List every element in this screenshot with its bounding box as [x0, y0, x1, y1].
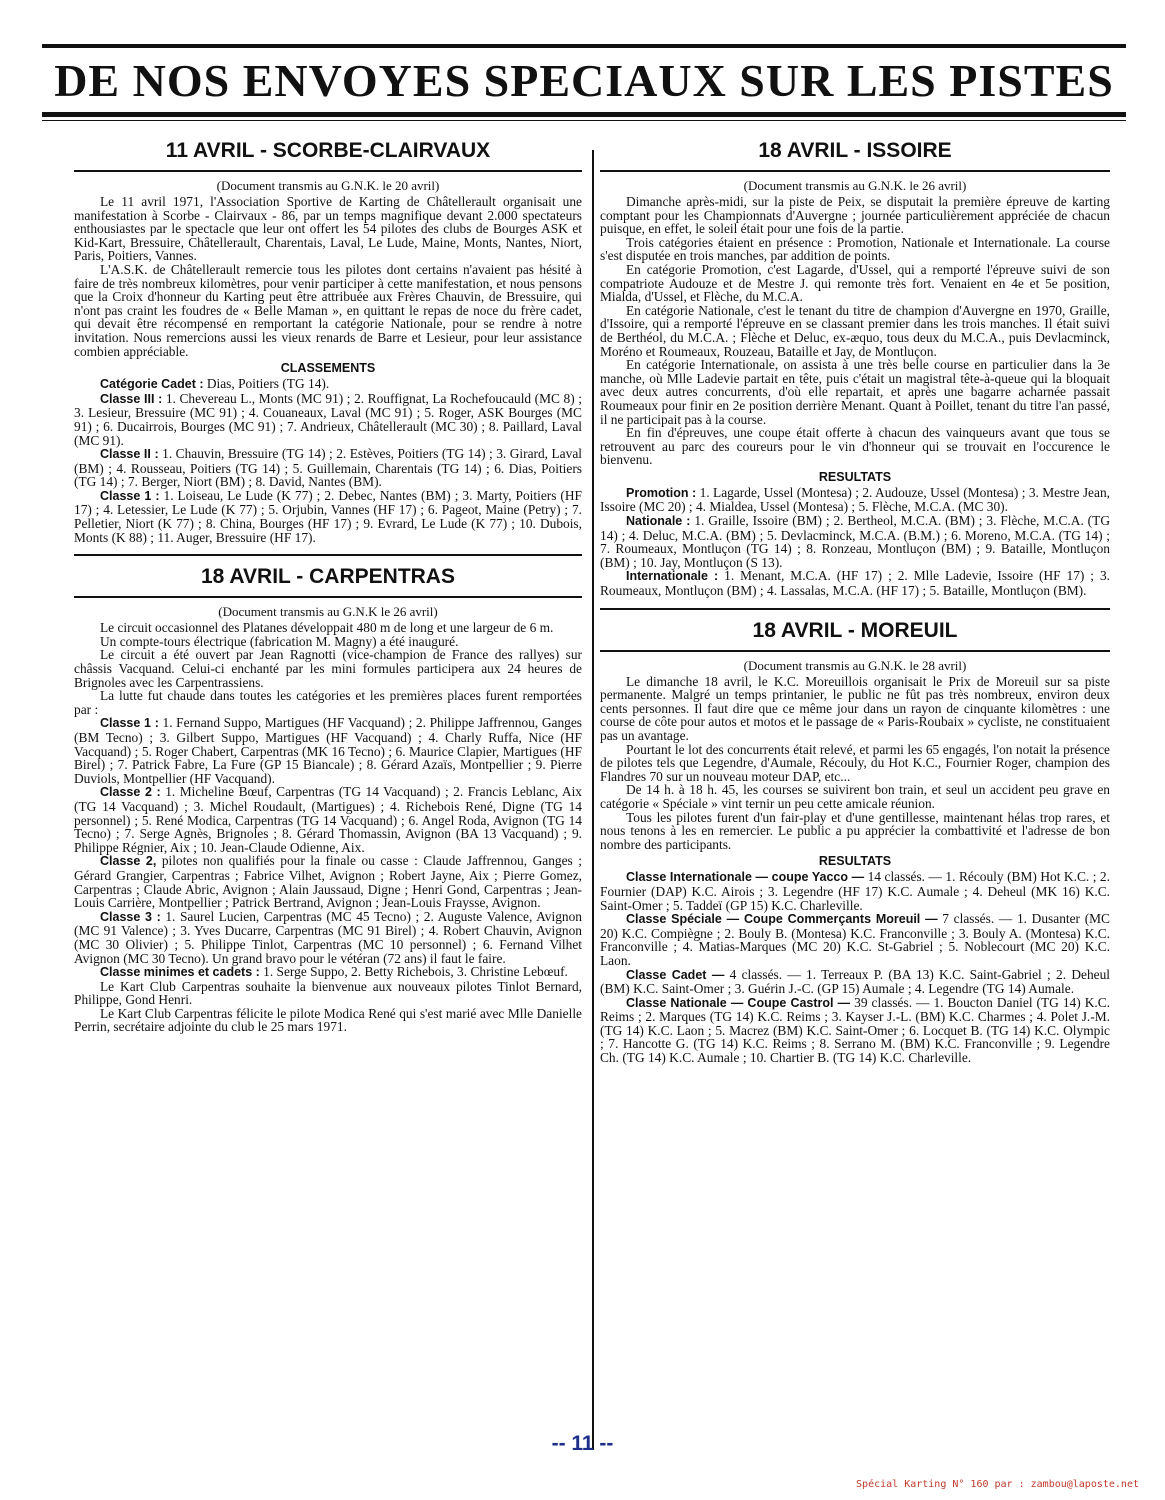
paragraph: Un compte-tours électrique (fabrication M. Magny) a été inauguré.	[100, 633, 459, 649]
article-moreuil	[600, 616, 1110, 1065]
result-text: 1. Lagarde, Ussel (Montesa) ; 2. Audouze, Ussel (Montesa) ; 3. Mestre Jean, Issoire (MC 20) ; 4. Mialdea, Ussel (Montesa) ; 5. Flèche, M.C.A. (MC 30).	[600, 484, 1110, 515]
result-classe-speciale	[600, 912, 1110, 967]
result-label: Classe 2,	[100, 854, 157, 869]
paragraph: En catégorie Internationale, on assista à une très belle course en particulier dans la 3e manche, où Mlle Ladevie partait en tête, puis c'était un magistral tête-à-queue qui la bloquait avec deux autres concurrents, d'où elle repartait, et après une bagarre acharnée passait Roumeaux pour finir en 2e position derrière Menant. Quant à Poillet, tenant du titre l'an passé, il ne participait pas à la course.	[600, 357, 1110, 427]
section-rule	[74, 596, 582, 598]
result-classe-internationale	[600, 870, 1110, 912]
paragraph: En catégorie Promotion, c'est Lagarde, d'Ussel, qui a remporté l'épreuve suivi de son compatriote Audouze et de Mestre J. qui remonte très fort. Venaient en 4e et 5e position, Mialda, d'Ussel, et Flèche, du M.C.A.	[600, 261, 1110, 305]
result-text: 1. Serge Suppo, 2. Betty Richebois, 3. Christine Lebœuf.	[259, 964, 568, 980]
document-note: (Document transmis au G.N.K. le 28 avril)	[743, 657, 967, 673]
result-text: 7 classés. — 1. Dusanter (MC 20) K.C. Compiègne ; 2. Bouly B. (Montesa) K.C. Franconville ; 3. Bouly A. (Montesa) K.C. Franconville ; 4. Matias-Marques (MC 20) K.C. St-Gabriel ; 5. Noblecourt (MC 20) K.C. Laon.	[600, 911, 1110, 968]
paragraph: En fin d'épreuves, une coupe était offerte à chacun des vainqueurs avant que tous se retrouvent au parc des coureurs pour le vin d'honneur qui se trouvait en l'occurence le bienvenu.	[600, 425, 1110, 468]
result-text: 39 classés. — 1. Boucton Daniel (TG 14) K.C. Reims ; 2. Marques (TG 14) K.C. Reims ; 3. Kayser J.-L. (BM) K.C. Charmes ; 4. Polet J.-M. (TG 14) K.C. Laon ; 5. Macrez (BM) K.C. Saint-Omer ; 6. Locquet B. (TG 14) K.C. Olympic ; 7. Hancotte G. (TG 14) K.C. Reims ; 8. Serrano M. (BM) K.C. Franconville ; 9. Legendre Ch. (TG 14) K.C. Aumale ; 10. Chartier B. (TG 14) K.C. Charleville.	[600, 994, 1110, 1066]
result-classe-3	[74, 910, 582, 965]
section-title: 18 AVRIL - MOREUIL	[752, 618, 958, 642]
left-column	[74, 136, 582, 1034]
paragraph: La lutte fut chaude dans toutes les catégories et les premières places furent remportées par :	[74, 688, 582, 717]
article-scorbe-clairvaux	[74, 136, 582, 544]
paragraph: Tous les pilotes furent d'un fair-play et d'une gentillesse, maintenant hélas trop rares, et nous tenons à les en remercier. Le public a pu apprécier la combattivité et l'adresse de bon nombre des participants.	[600, 809, 1110, 852]
result-label: Classe Cadet —	[626, 967, 725, 982]
title-underline	[42, 112, 1126, 117]
paragraph: De 14 h. à 18 h. 45, les courses se suivirent bon train, et seul un accident peu grave en catégorie « Spéciale » vint ternir un peu cette amicale réunion.	[600, 782, 1110, 811]
result-label: Catégorie Cadet :	[100, 377, 204, 392]
result-label: Classe 3 :	[100, 909, 161, 924]
result-text: 1. Micheline Bœuf, Carpentras (TG 14 Vacquand) ; 2. Francis Leblanc, Aix (TG 14 Vacquand) ; 3. Michel Roudault, (Martigues) ; 4. Richebois René, Digne (TG 14 personnel) ; 5. René Modica, Carpentras (TG 14 Vacquand) ; 6. Angel Roda, Avignon (TG 14 Tecno) ; 7. Serge Agnès, Brignoles ; 8. Gérard Thomassin, Avignon (BA 13 Vacquand) ; 9. Philippe Régnier, Aix ; 10. Jean-Claude Odienne, Aix.	[74, 784, 582, 855]
result-minimes-cadets	[74, 965, 582, 980]
result-text: 14 classés. — 1. Récouly (BM) Hot K.C. ; 2. Fournier (DAP) K.C. Airois ; 3. Legendre (HF 17) K.C. Aumale ; 4. Deheul (MK 16) K.C. Saint-Omer ; 5. Taddeï (GP 15) K.C. Charleville.	[600, 869, 1110, 913]
result-label: Classe 2 :	[100, 785, 161, 800]
spacer	[600, 598, 1110, 604]
result-text: 1. Menant, M.C.A. (HF 17) ; 2. Mlle Ladevie, Issoire (HF 17) ; 3. Roumeaux, Montluçon (BM) ; 4. Lassalas, M.C.A. (HF 17) ; 5. Bataille, Montluçon (BM).	[600, 568, 1110, 599]
column-divider	[592, 150, 594, 1450]
result-text: 1. Saurel Lucien, Carpentras (MC 45 Tecno) ; 2. Auguste Valence, Avignon (MC 91 Valence) ; 3. Yves Ducarre, Carpentras (MC 91 Birel) ; 4. Robert Chauvin, Avignon (MC 30 Olivier) ; 5. Philippe Tinlot, Carpentras (MC 10 personnel) ; 6. Fernand Vilhet Avignon (MC 30 Tecno). Un grand bravo pour le vétéran (72 ans) il faut le faire.	[74, 908, 582, 966]
subheading-classements: CLASSEMENTS	[280, 361, 376, 376]
result-label: Classe II :	[100, 447, 159, 462]
paragraph: Le 11 avril 1971, l'Association Sportive de Karting de Châtellerault organisait une manifestation à Scorbe - Clairvaux - 86, par un temps magnifique devant 2.000 spectateurs enthousiastes par le spectacle que leur ont offert les 54 pilotes des clubs de Bourges ASK et Kid-Kart, Bressuire, Châtellerault, Charentais, Laval, Le Lude, Maine, Monts, Nantes, Niort, Paris, Poitiers, Vannes.	[74, 194, 582, 264]
result-cadet	[74, 377, 582, 392]
right-column	[600, 136, 1110, 1065]
title-underline-thin	[42, 120, 1126, 121]
result-text: 1. Graille, Issoire (BM) ; 2. Bertheol, M.C.A. (BM) ; 3. Flèche, M.C.A. (TG 14) ; 4. Deluc, M.C.A. (BM) ; 5. Devlacminck, M.C.A. (B.M.) ; 6. Moreno, M.C.A. (TG 14) ; 7. Roumeaux, Montluçon (TG 14) ; 8. Ronzeau, Montluçon (BM) ; 9. Bataille, Montluçon (BM) ; 10. Jay, Montluçon (S 13).	[600, 513, 1110, 570]
section-title: 18 AVRIL - CARPENTRAS	[201, 565, 455, 589]
result-promotion	[600, 486, 1110, 514]
result-label: Promotion :	[626, 485, 697, 500]
result-label: Classe 1 :	[100, 716, 159, 731]
result-label: Internationale :	[626, 569, 719, 584]
result-text: pilotes non qualifiés pour la finale ou casse : Claude Jaffrennou, Ganges ; Gérard Grangier, Carpentras ; Fabrice Vilhet, Avignon ; Robert Jayne, Aix ; Pierre Gomez, Carpentras ; Claude Abric, Avignon ; Alain Jaussaud, Digne ; Henri Gond, Carpentras ; Jean-Louis Carrière, Montpellier ; Patrick Bertrand, Avignon ; Jean-Louis Fraysse, Avignon.	[74, 853, 582, 911]
document-note: (Document transmis au G.N.K le 26 avril)	[218, 604, 438, 620]
section-rule	[600, 650, 1110, 652]
result-text: 1. Chauvin, Bressuire (TG 14) ; 2. Estèves, Poitiers (TG 14) ; 3. Girard, Laval (BM) ; 4. Rousseau, Poitiers (TG 14) ; 5. Guillemain, Charentais (TG 14) ; 6. Dias, Poitiers (TG 14) ; 7. Berger, Niort (BM) ; 8. David, Nantes (BM).	[74, 446, 582, 490]
scan-credit: Spécial Karting N° 160 par : zambou@laposte.net	[856, 1479, 1139, 1490]
paragraph: Trois catégories étaient en présence : Promotion, Nationale et Internationale. La course s'est disputée en trois manches, par addition de points.	[600, 234, 1110, 264]
section-rule	[74, 170, 582, 172]
paragraph: L'A.S.K. de Châtellerault remercie tous les pilotes dont certains n'avaient pas hésité à faire de très nombreux kilomètres, pour venir participer à cette manifestation, et nous pensons que la Croix d'honneur du Karting peut être attribuée aux Frères Chauvin, de Bressuire, qui n'ont pas craint les foudres de « Belle Maman », en quittant le repas de noce du frère cadet, qui devait être récompensé en remportant la catégorie Nationale, pour se rendre à notre invitation. Nous remercions aussi les vieux renards de Barre et Lesieur, pour leur assistance combien appréciable.	[74, 261, 582, 359]
paragraph: Le Kart Club Carpentras félicite le pilote Modica René qui s'est marié avec Mlle Danielle Perrin, secrétaire adjointe du club le 25 mars 1971.	[74, 1005, 582, 1035]
subheading-resultats: RESULTATS	[818, 469, 892, 484]
document-note: (Document transmis au G.N.K. le 26 avril)	[743, 178, 967, 193]
paragraph: En catégorie Nationale, c'est le tenant du titre de champion d'Auvergne en 1970, Graille, d'Issoire, qui a remporté l'épreuve en se classant premier dans les trois manches. Il était suivi de Berthéol, du M.C.A. ; Flèche et Deluc, ex-æquo, tous deux du M.C.A., puis Devlacminck, Moréno et Roumeaux, Rouzeau, Bataille et Jay, de Montluçon.	[600, 302, 1110, 359]
page-title: DE NOS ENVOYES SPECIAUX SUR LES PISTES	[54, 55, 1114, 106]
section-title: 11 AVRIL - SCORBE-CLAIRVAUX	[165, 139, 491, 162]
spacer	[74, 544, 582, 550]
result-text: Dias, Poitiers (TG 14).	[203, 376, 330, 392]
result-text: 4 classés. — 1. Terreaux P. (BA 13) K.C. Saint-Gabriel ; 2. Deheul (BM) K.C. Saint-Omer ; 3. Guérin J.-C. (GP 15) Aumale ; 4. Legendre (TG 14) Aumale.	[600, 966, 1111, 997]
result-nationale	[600, 514, 1110, 569]
paragraph: Pourtant le lot des concurrents était relevé, et parmi les 65 engagés, l'on notait la présence de pilotes tels que Legendre, d'Aumale, Récouly, du Hot K.C., Fournier Roger, champion des Flandres 70 sur un nouveau moteur DAP, etc...	[600, 741, 1110, 784]
article-carpentras	[74, 562, 582, 1034]
result-text: 1. Loiseau, Le Lude (K 77) ; 2. Debec, Nantes (BM) ; 3. Marty, Poitiers (HF 17) ; 4. Letessier, Le Lude (K 77) ; 5. Orjubin, Vannes (HF 17) ; 6. Pageot, Maine (Petry) ; 7. Pelletier, Niort (K 77) ; 8. China, Bourges (HF 17) ; 9. Evrard, Le Lude (K 77) ; 10. Dubois, Monts (K 88) ; 11. Auger, Bressuire (HF 17).	[74, 487, 582, 545]
result-classe-nationale	[600, 996, 1110, 1065]
section-rule	[600, 170, 1110, 172]
result-classe-cadet	[600, 968, 1110, 996]
section-title: 18 AVRIL - ISSOIRE	[758, 139, 952, 162]
result-label: Classe minimes et cadets :	[100, 965, 260, 980]
result-classe-1	[74, 489, 582, 544]
result-text: 1. Fernand Suppo, Martigues (HF Vacquand) ; 2. Philippe Jaffrennou, Ganges (BM Tecno) ; 3. Gilbert Suppo, Martigues (HF Vacquand) ; 4. Charly Ruffa, Nice (HF Vacquand) ; 5. Roger Chabert, Carpentras (MK 16 Tecno) ; 6. Maurice Clapier, Martigues (HF Birel) ; 7. Patrick Fabre, La Fure (GP 15 Biancale) ; 8. Gérard Azaïs, Montpellier ; 9. Pierre Duviols, Montpellier (HF Vacquand).	[74, 715, 582, 786]
result-label: Classe Nationale — Coupe Castrol —	[626, 995, 851, 1010]
paragraph: Dimanche après-midi, sur la piste de Peix, se disputait la première épreuve de karting comptant pour les Championnats d'Auvergne ; journée particulièrement appréciée de chacun puisque, en effet, le soleil était pour une fois de la partie.	[600, 194, 1110, 237]
result-text: 1. Chevereau L., Monts (MC 91) ; 2. Rouffignat, La Rochefoucauld (MC 8) ; 3. Lesieur, Bressuire (MC 91) ; 4. Couaneaux, Laval (MC 91) ; 5. Roger, ASK Bourges (MC 91) ; 6. Ducairrois, Bourges (MC 91) ; 7. Andrieux, Châtellerault (MC 30) ; 8. Paillard, Laval (MC 91).	[74, 390, 582, 448]
result-classe-1	[74, 716, 582, 785]
section-separator	[74, 554, 582, 556]
result-label: Classe 1 :	[100, 488, 160, 503]
result-internationale	[600, 569, 1110, 597]
subheading-resultats: RESULTATS	[818, 854, 892, 869]
result-classe-2	[74, 447, 582, 489]
section-separator	[600, 608, 1110, 610]
paragraph: Le dimanche 18 avril, le K.C. Moreuillois organisait le Prix de Moreuil sur sa piste permanente. Malgré un temps printanier, le public ne fût pas très nombreux, environ deux cents personnes. Il faut dire que ce même jour dans un rayon de cinquante kilomètres : une course de côte pour autos et motos et le passage de « Paris-Roubaix » cycliste, ne constituaient pas un avantage.	[600, 673, 1110, 743]
result-label: Classe Spéciale — Coupe Commerçants Moreuil —	[626, 912, 938, 927]
paragraph: Le circuit a été ouvert par Jean Ragnotti (vice-champion de France des rallyes) sur châssis Vacquand. Celui-ci enchanté par les mini formules participera aux 24 heures de Brignoles avec les Carpentrassiens.	[74, 647, 582, 690]
paragraph: Le circuit occasionnel des Platanes développait 480 m de long et une largeur de 6 m.	[100, 620, 554, 636]
result-classe-2	[74, 785, 582, 854]
result-label: Nationale :	[626, 514, 691, 529]
result-label: Classe III :	[100, 391, 163, 406]
paragraph: Le Kart Club Carpentras souhaite la bienvenue aux nouveaux pilotes Tinlot Bernard, Philippe, Gond Henri.	[74, 978, 582, 1008]
article-issoire	[600, 136, 1110, 598]
page-number: -- 11 --	[551, 1432, 614, 1455]
top-border	[42, 44, 1126, 48]
document-note: (Document transmis au G.N.K. le 20 avril)	[216, 178, 440, 193]
result-classe-2-non-qualifies	[74, 854, 582, 909]
result-classe-3	[74, 392, 582, 447]
result-label: Classe Internationale — coupe Yacco —	[626, 870, 865, 885]
